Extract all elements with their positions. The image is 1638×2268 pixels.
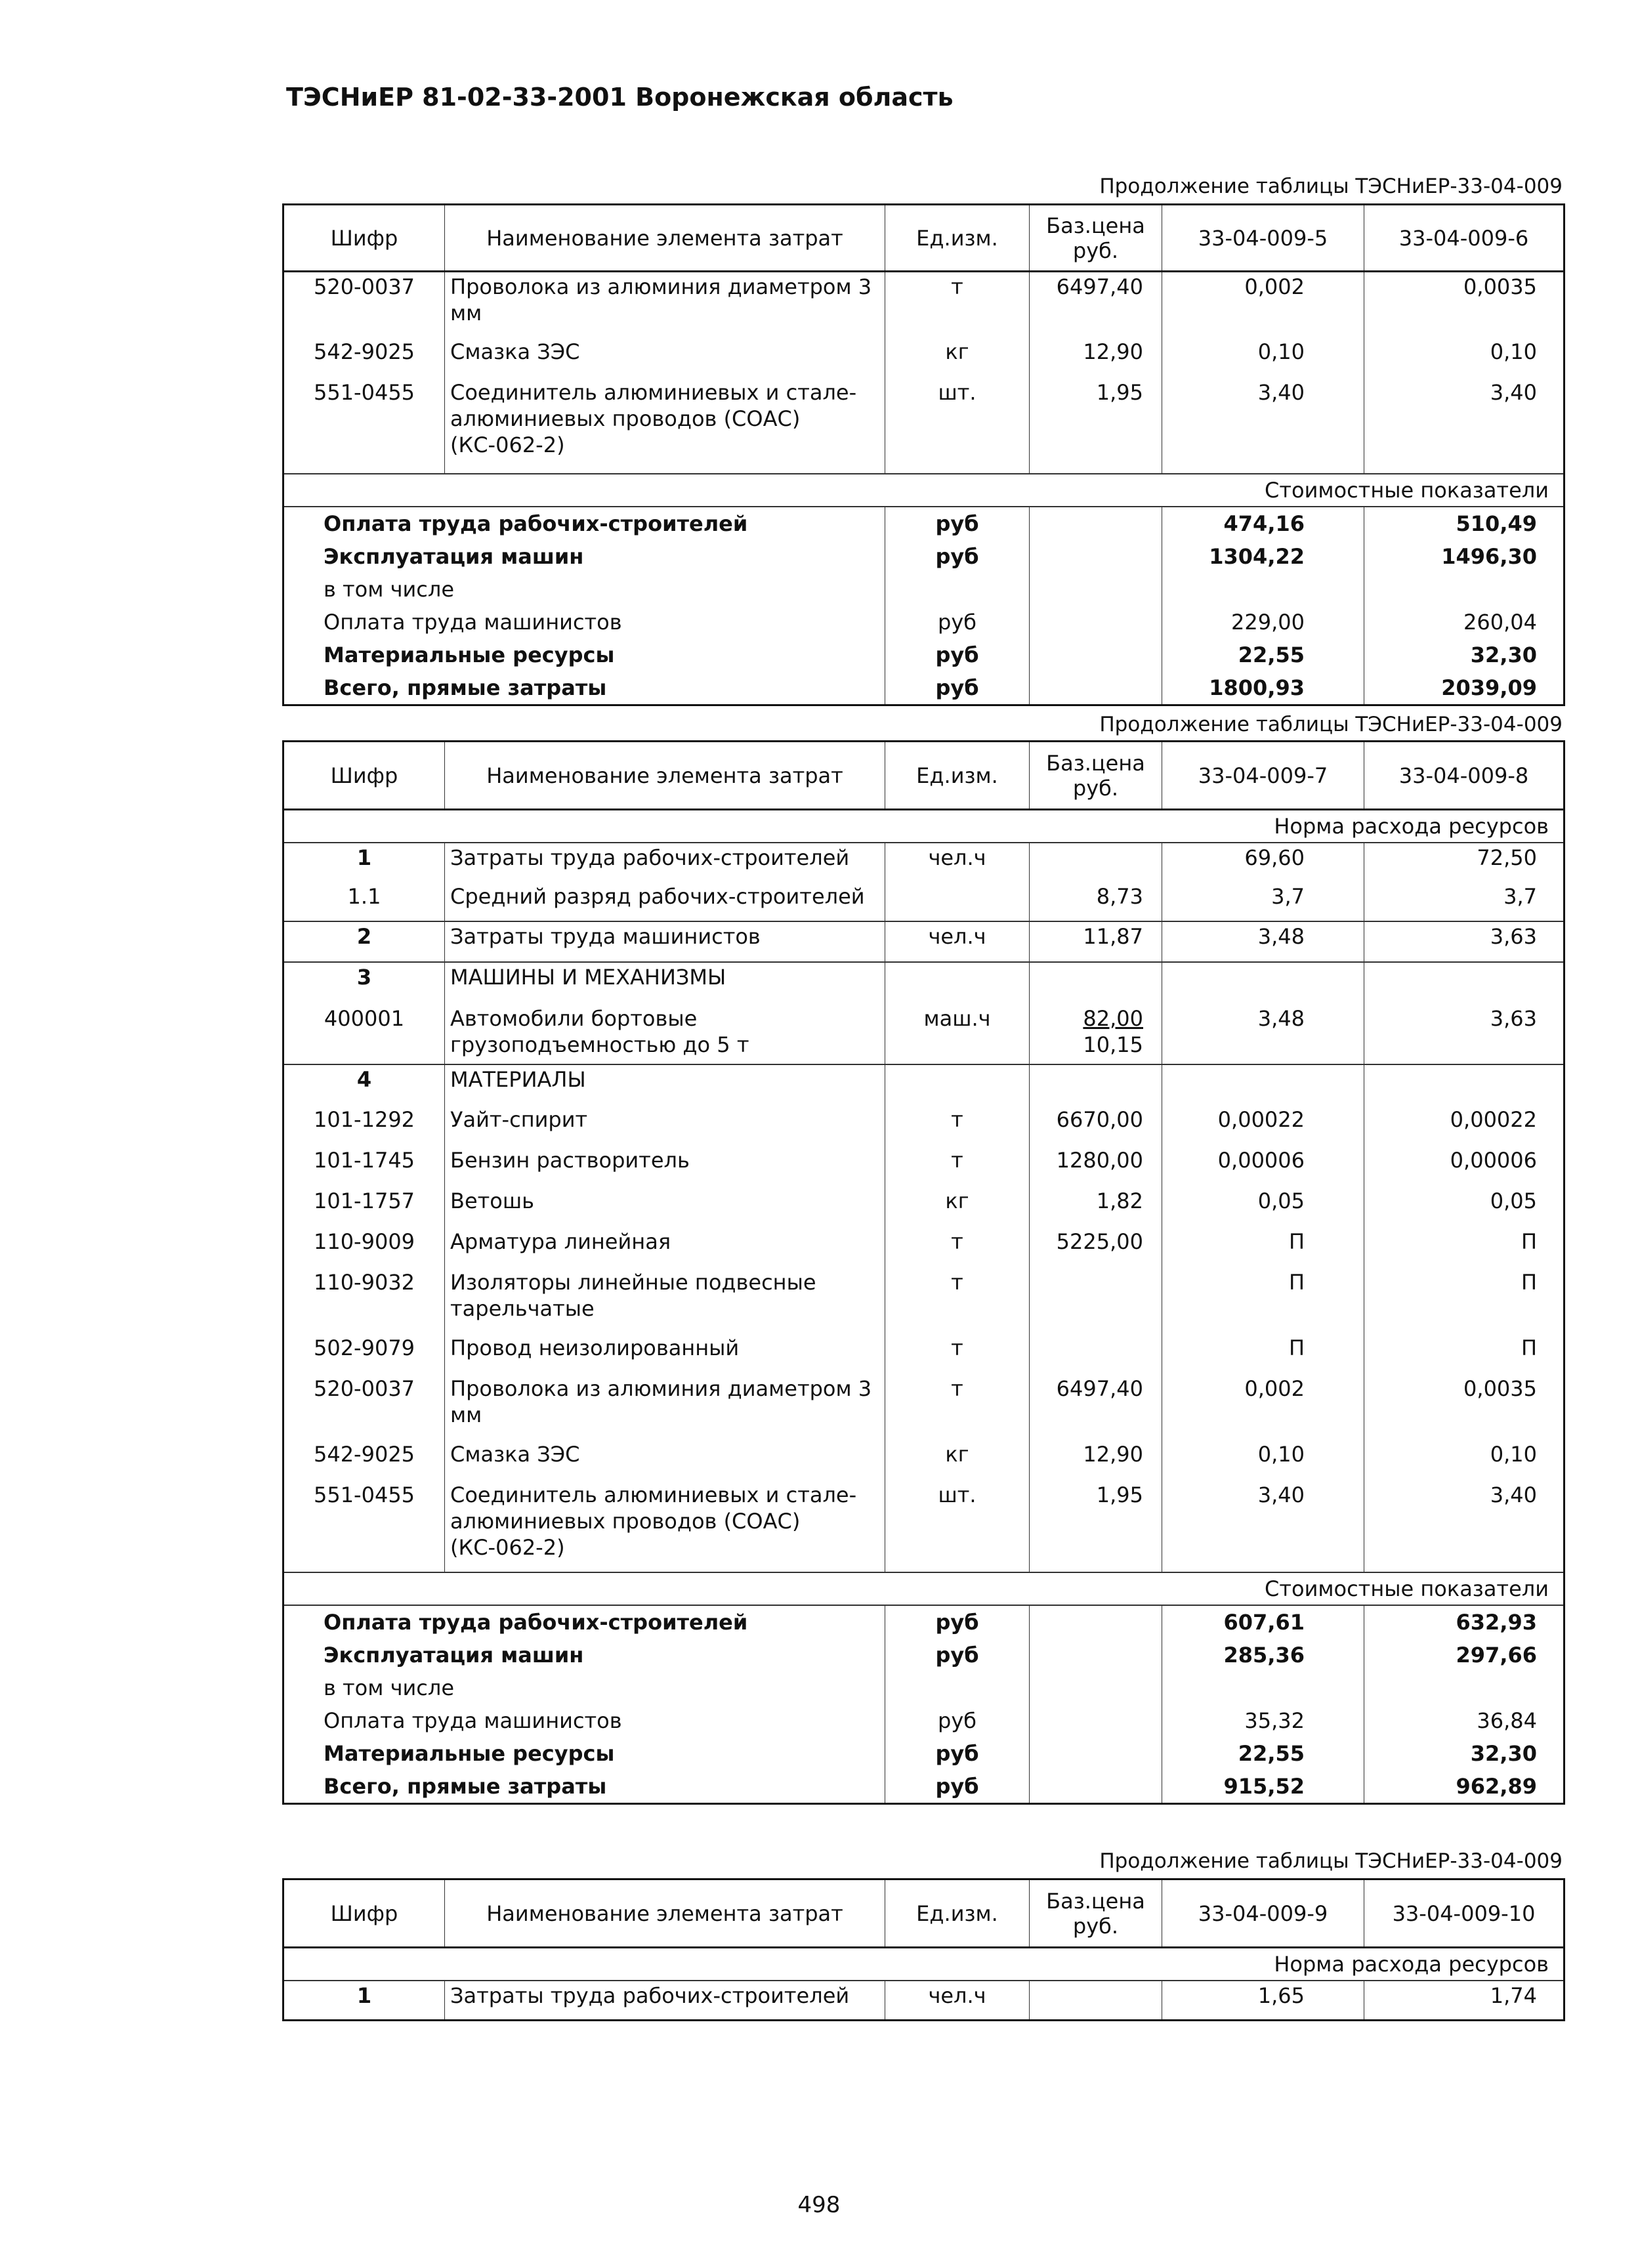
row-name: Соединитель алюминиевых и стале-алюминиевых проводов (СОАС) (КС-062-2) — [445, 1480, 885, 1572]
summary-row — [284, 573, 1564, 606]
summary-value-b: 632,93 — [1364, 1605, 1564, 1639]
table-row — [284, 962, 1564, 1004]
row-unit: т — [885, 1334, 1030, 1374]
row-unit: кг — [885, 1440, 1030, 1480]
col-header-code: Шифр — [284, 742, 445, 810]
row-value-b: 3,7 — [1364, 882, 1564, 921]
row-name: Автомобили бортовые грузоподъемностью до 5 т — [445, 1004, 885, 1064]
summary-row — [284, 540, 1564, 573]
section-cost-indicators: Стоимостные показатели — [284, 474, 1564, 507]
row-code: 520-0037 — [284, 1374, 445, 1440]
col-header-unit: Ед.изм. — [885, 205, 1030, 272]
summary-unit: руб — [885, 606, 1030, 639]
summary-unit: руб — [885, 671, 1030, 705]
summary-value-b: 2039,09 — [1364, 671, 1564, 705]
row-name: Арматура линейная — [445, 1227, 885, 1268]
price-numerator: 82,00 — [1083, 1006, 1143, 1031]
row-code: 520-0037 — [284, 272, 445, 337]
document-title: ТЭСНиЕР 81-02-33-2001 Воронежская область — [286, 83, 954, 112]
table-row — [284, 1186, 1564, 1227]
summary-value-b: 36,84 — [1364, 1704, 1564, 1737]
row-value-b: 3,40 — [1364, 378, 1564, 474]
summary-value-a: 474,16 — [1162, 507, 1364, 540]
summary-row — [284, 507, 1564, 540]
summary-label: Материальные ресурсы — [284, 1737, 885, 1770]
row-value-b: 0,0035 — [1364, 1374, 1564, 1440]
row-unit: т — [885, 1227, 1030, 1268]
col-header-code: Шифр — [284, 1880, 445, 1948]
row-unit: кг — [885, 1186, 1030, 1227]
summary-row — [284, 1671, 1564, 1704]
row-price — [1030, 1981, 1162, 2020]
row-code: 101-1757 — [284, 1186, 445, 1227]
row-unit: т — [885, 1146, 1030, 1186]
table-caption: Продолжение таблицы ТЭСНиЕР-33-04-009 — [1099, 175, 1563, 198]
table-row — [284, 1480, 1564, 1572]
row-code: 110-9032 — [284, 1268, 445, 1334]
summary-label: Эксплуатация машин — [284, 540, 885, 573]
row-value-b: 0,0035 — [1364, 272, 1564, 337]
row-value-a: П — [1162, 1268, 1364, 1334]
row-value-a: 0,00022 — [1162, 1105, 1364, 1146]
row-value-b: 3,40 — [1364, 1480, 1564, 1572]
row-value-b: П — [1364, 1334, 1564, 1374]
row-value-a: 3,7 — [1162, 882, 1364, 921]
summary-value-a: 607,61 — [1162, 1605, 1364, 1639]
row-unit: чел.ч — [885, 921, 1030, 962]
summary-row — [284, 1605, 1564, 1639]
summary-label: Всего, прямые затраты — [284, 1770, 885, 1804]
col-header-b: 33-04-009-10 — [1364, 1880, 1564, 1948]
row-value-b: П — [1364, 1268, 1564, 1334]
row-code: 551-0455 — [284, 378, 445, 474]
row-unit: т — [885, 1374, 1030, 1440]
summary-value-b: 260,04 — [1364, 606, 1564, 639]
summary-label: Эксплуатация машин — [284, 1639, 885, 1671]
summary-row — [284, 639, 1564, 671]
summary-value-a: 22,55 — [1162, 1737, 1364, 1770]
summary-unit: руб — [885, 1605, 1030, 1639]
summary-value-b: 962,89 — [1364, 1770, 1564, 1804]
col-header-a: 33-04-009-7 — [1162, 742, 1364, 810]
col-header-a: 33-04-009-9 — [1162, 1880, 1364, 1948]
row-value-b: 3,63 — [1364, 1004, 1564, 1064]
row-value-b: 0,05 — [1364, 1186, 1564, 1227]
row-value-a: 0,002 — [1162, 272, 1364, 337]
summary-label: Оплата труда машинистов — [284, 1704, 885, 1737]
section-resource-norm: Норма расхода ресурсов — [284, 810, 1564, 843]
table-row — [284, 843, 1564, 882]
row-unit: т — [885, 1105, 1030, 1146]
row-unit: чел.ч — [885, 843, 1030, 882]
col-header-price: Баз.цена руб. — [1030, 205, 1162, 272]
row-name: Соединитель алюминиевых и стале-алюминиевых проводов (СОАС) (КС-062-2) — [445, 378, 885, 474]
row-unit: шт. — [885, 1480, 1030, 1572]
row-value-b: 72,50 — [1364, 843, 1564, 882]
row-unit: т — [885, 272, 1030, 337]
row-code: 400001 — [284, 1004, 445, 1064]
col-header-price: Баз.цена руб. — [1030, 1880, 1162, 1948]
summary-value-b: 510,49 — [1364, 507, 1564, 540]
col-header-name: Наименование элемента затрат — [445, 742, 885, 810]
row-price: 6497,40 — [1030, 1374, 1162, 1440]
summary-value-b: 297,66 — [1364, 1639, 1564, 1671]
row-value-b: 3,63 — [1364, 921, 1564, 962]
table-row — [284, 921, 1564, 962]
summary-value-a: 229,00 — [1162, 606, 1364, 639]
row-unit: т — [885, 1268, 1030, 1334]
section-cost-indicators: Стоимостные показатели — [284, 1572, 1564, 1605]
table-row — [284, 1227, 1564, 1268]
row-price: 8,73 — [1030, 882, 1162, 921]
row-code: 542-9025 — [284, 337, 445, 378]
summary-value-a: 1800,93 — [1162, 671, 1364, 705]
row-code: 3 — [284, 962, 445, 1004]
summary-row — [284, 671, 1564, 705]
row-unit: маш.ч — [885, 1004, 1030, 1064]
summary-value-b: 1496,30 — [1364, 540, 1564, 573]
summary-row — [284, 1770, 1564, 1804]
col-header-unit: Ед.изм. — [885, 742, 1030, 810]
rates-table-3 — [282, 1878, 1565, 2021]
row-value-a: 0,05 — [1162, 1186, 1364, 1227]
table-row — [284, 1440, 1564, 1480]
summary-unit: руб — [885, 639, 1030, 671]
row-value-b: 0,10 — [1364, 1440, 1564, 1480]
summary-value-a: 35,32 — [1162, 1704, 1364, 1737]
summary-value-a: 22,55 — [1162, 639, 1364, 671]
col-header-b: 33-04-009-6 — [1364, 205, 1564, 272]
row-code: 551-0455 — [284, 1480, 445, 1572]
table-row — [284, 1146, 1564, 1186]
row-value-a: 3,48 — [1162, 921, 1364, 962]
row-price: 6497,40 — [1030, 272, 1162, 337]
row-price — [1030, 1004, 1162, 1064]
summary-unit: руб — [885, 1704, 1030, 1737]
table-row — [284, 272, 1564, 337]
row-value-b: 0,00006 — [1364, 1146, 1564, 1186]
row-code: 502-9079 — [284, 1334, 445, 1374]
table-caption: Продолжение таблицы ТЭСНиЕР-33-04-009 — [1099, 1849, 1563, 1873]
row-value-a: 3,48 — [1162, 1004, 1364, 1064]
summary-row — [284, 1704, 1564, 1737]
row-name: Смазка ЗЭС — [445, 337, 885, 378]
page-number: 498 — [797, 2192, 841, 2218]
table-row — [284, 1064, 1564, 1105]
row-price: 1,82 — [1030, 1186, 1162, 1227]
summary-row — [284, 1639, 1564, 1671]
row-name: Средний разряд рабочих-строителей — [445, 882, 885, 921]
table-row — [284, 1105, 1564, 1146]
row-value-a: 3,40 — [1162, 1480, 1364, 1572]
row-code: 101-1292 — [284, 1105, 445, 1146]
summary-unit: руб — [885, 540, 1030, 573]
row-value-a: 3,40 — [1162, 378, 1364, 474]
row-code: 4 — [284, 1064, 445, 1105]
row-code: 1 — [284, 1981, 445, 2020]
table-row — [284, 1374, 1564, 1440]
summary-label: Оплата труда рабочих-строителей — [284, 1605, 885, 1639]
row-code: 1.1 — [284, 882, 445, 921]
row-unit: кг — [885, 337, 1030, 378]
section-materials: МАТЕРИАЛЫ — [445, 1064, 885, 1105]
row-name: Затраты труда рабочих-строителей — [445, 843, 885, 882]
row-price: 6670,00 — [1030, 1105, 1162, 1146]
row-name: Проволока из алюминия диаметром 3 мм — [445, 1374, 885, 1440]
row-name: Проволока из алюминия диаметром 3 мм — [445, 272, 885, 337]
row-name: Смазка ЗЭС — [445, 1440, 885, 1480]
col-header-unit: Ед.изм. — [885, 1880, 1030, 1948]
section-machines: МАШИНЫ И МЕХАНИЗМЫ — [445, 962, 885, 1004]
section-resource-norm: Норма расхода ресурсов — [284, 1948, 1564, 1981]
summary-value-a: 285,36 — [1162, 1639, 1364, 1671]
summary-label: Оплата труда машинистов — [284, 606, 885, 639]
col-header-name: Наименование элемента затрат — [445, 205, 885, 272]
row-unit: шт. — [885, 378, 1030, 474]
summary-unit: руб — [885, 1770, 1030, 1804]
table-row — [284, 1004, 1564, 1064]
row-price: 12,90 — [1030, 1440, 1162, 1480]
row-name: Изоляторы линейные подвесные тарельчатые — [445, 1268, 885, 1334]
row-value-a: 0,10 — [1162, 1440, 1364, 1480]
row-value-a: П — [1162, 1334, 1364, 1374]
row-code: 2 — [284, 921, 445, 962]
row-code: 1 — [284, 843, 445, 882]
table-row — [284, 1981, 1564, 2020]
row-code: 101-1745 — [284, 1146, 445, 1186]
col-header-name: Наименование элемента затрат — [445, 1880, 885, 1948]
summary-value-b: 32,30 — [1364, 639, 1564, 671]
row-price: 1280,00 — [1030, 1146, 1162, 1186]
row-value-a: 0,10 — [1162, 337, 1364, 378]
row-value-b: 0,10 — [1364, 337, 1564, 378]
col-header-price: Баз.цена руб. — [1030, 742, 1162, 810]
row-price — [1030, 843, 1162, 882]
summary-unit: руб — [885, 1639, 1030, 1671]
col-header-a: 33-04-009-5 — [1162, 205, 1364, 272]
row-value-a: 1,65 — [1162, 1981, 1364, 2020]
summary-label: Всего, прямые затраты — [284, 671, 885, 705]
row-unit: чел.ч — [885, 1981, 1030, 2020]
summary-label: в том числе — [284, 1671, 885, 1704]
row-price — [1030, 1268, 1162, 1334]
summary-value-a: 915,52 — [1162, 1770, 1364, 1804]
row-value-a: 0,00006 — [1162, 1146, 1364, 1186]
row-value-b: 1,74 — [1364, 1981, 1564, 2020]
row-name: Уайт-спирит — [445, 1105, 885, 1146]
row-value-a: 69,60 — [1162, 843, 1364, 882]
summary-row — [284, 606, 1564, 639]
row-price: 5225,00 — [1030, 1227, 1162, 1268]
summary-unit: руб — [885, 1737, 1030, 1770]
table-row — [284, 1334, 1564, 1374]
summary-value-b: 32,30 — [1364, 1737, 1564, 1770]
summary-label: Оплата труда рабочих-строителей — [284, 507, 885, 540]
table-caption: Продолжение таблицы ТЭСНиЕР-33-04-009 — [1099, 713, 1563, 736]
row-price: 1,95 — [1030, 1480, 1162, 1572]
summary-unit: руб — [885, 507, 1030, 540]
row-price — [1030, 1334, 1162, 1374]
row-value-b: П — [1364, 1227, 1564, 1268]
row-code: 110-9009 — [284, 1227, 445, 1268]
table-row — [284, 882, 1564, 921]
row-name: Затраты труда машинистов — [445, 921, 885, 962]
row-value-a: 0,002 — [1162, 1374, 1364, 1440]
summary-value-a: 1304,22 — [1162, 540, 1364, 573]
summary-row — [284, 1737, 1564, 1770]
table-row — [284, 337, 1564, 378]
col-header-b: 33-04-009-8 — [1364, 742, 1564, 810]
row-value-a: П — [1162, 1227, 1364, 1268]
row-price: 11,87 — [1030, 921, 1162, 962]
col-header-code: Шифр — [284, 205, 445, 272]
rates-table-2 — [282, 740, 1565, 1805]
row-name: Затраты труда рабочих-строителей — [445, 1981, 885, 2020]
row-code: 542-9025 — [284, 1440, 445, 1480]
table-row — [284, 1268, 1564, 1334]
summary-label: в том числе — [284, 573, 885, 606]
row-price: 1,95 — [1030, 378, 1162, 474]
summary-label: Материальные ресурсы — [284, 639, 885, 671]
row-unit — [885, 882, 1030, 921]
row-price: 12,90 — [1030, 337, 1162, 378]
rates-table-1 — [282, 203, 1565, 706]
price-denominator: 10,15 — [1083, 1032, 1143, 1057]
row-value-b: 0,00022 — [1364, 1105, 1564, 1146]
table-row — [284, 378, 1564, 474]
row-name: Провод неизолированный — [445, 1334, 885, 1374]
row-name: Бензин растворитель — [445, 1146, 885, 1186]
row-name: Ветошь — [445, 1186, 885, 1227]
